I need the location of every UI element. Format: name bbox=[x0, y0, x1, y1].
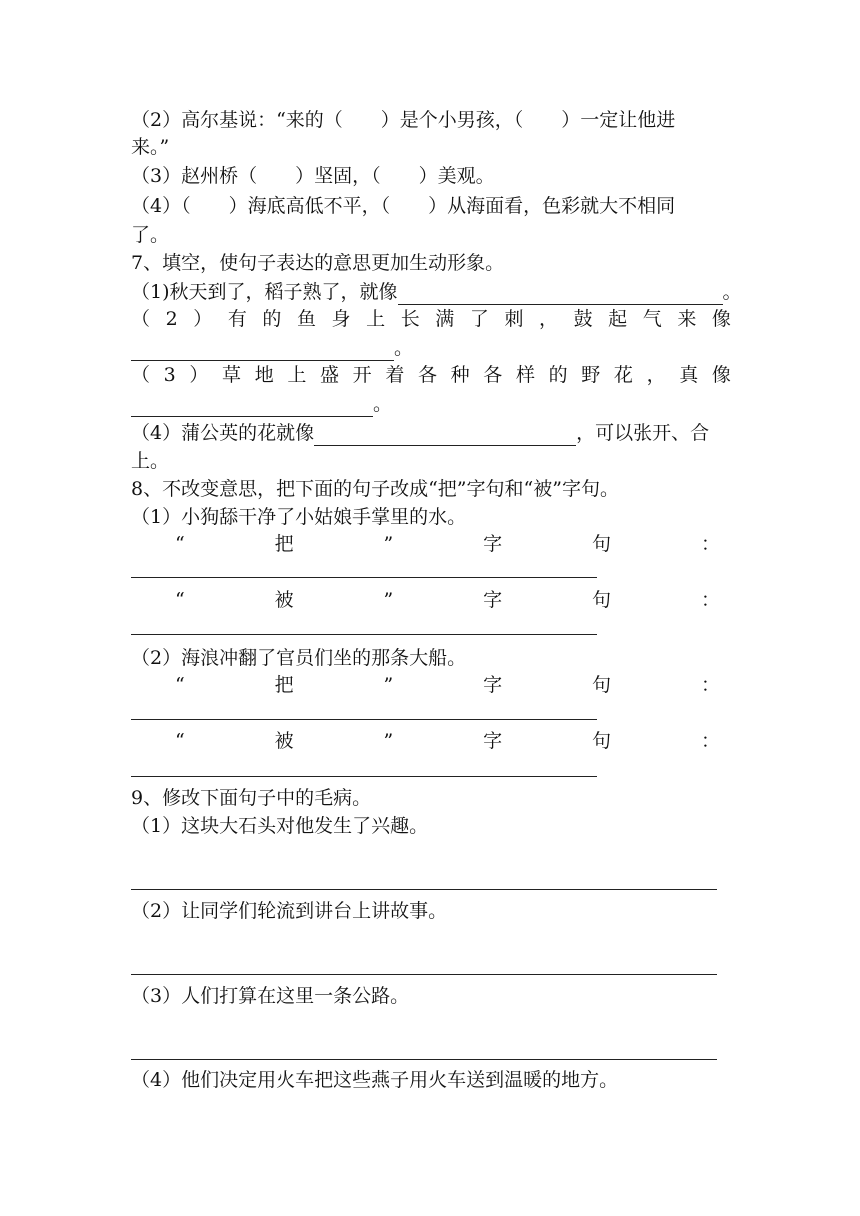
q7-item4-line2: 上。 bbox=[131, 450, 170, 472]
q6-item4-line1: （4）（ ）海底高低不平，（ ）从海面看，色彩就大不相同 bbox=[131, 195, 676, 217]
q7-item3-char: 上 bbox=[287, 364, 307, 386]
q7-item4-prefix: （4）蒲公英的花就像 bbox=[131, 422, 315, 444]
q8-item2: （2）海浪冲翻了官员们坐的那条大船。 bbox=[131, 647, 467, 669]
q8-ba-char: 把 bbox=[274, 674, 294, 696]
q8-ba-char: “ bbox=[175, 533, 185, 555]
q7-item3-char: 地 bbox=[254, 364, 274, 386]
q8-ba-char: 字 bbox=[483, 533, 503, 555]
q7-item3-char: 各 bbox=[417, 364, 437, 386]
q7-item3-line1 bbox=[131, 362, 731, 388]
q7-item4-blank[interactable] bbox=[314, 425, 576, 446]
q7-item2-char: 了 bbox=[469, 308, 489, 330]
q7-item3-char: 盛 bbox=[320, 364, 340, 386]
q7-item3-char: （ bbox=[131, 364, 151, 386]
q8-bei-char: 字 bbox=[483, 589, 503, 611]
q7-item3-char: 像 bbox=[711, 364, 731, 386]
q7-item2-char: 刺 bbox=[504, 308, 524, 330]
q7-item3-char: 着 bbox=[385, 364, 405, 386]
q9-item1-answer-line[interactable] bbox=[131, 889, 717, 890]
q7-item2-char: 的 bbox=[262, 308, 282, 330]
q8-bei-char: 被 bbox=[274, 730, 294, 752]
q7-item3-char: ） bbox=[189, 364, 209, 386]
q8-item1-ba-label bbox=[175, 531, 720, 557]
q8-item2-ba-label bbox=[175, 672, 720, 698]
q6-item2-line1: （2）高尔基说：“来的（ ）是个小男孩，（ ）一定让他进 bbox=[131, 109, 676, 131]
q8-bei-char: “ bbox=[175, 589, 185, 611]
q8-bei-char: 被 bbox=[274, 589, 294, 611]
q8-bei-char: ： bbox=[700, 589, 720, 611]
q7-item2-char: ， bbox=[539, 308, 559, 330]
q7-item2-char: 满 bbox=[435, 308, 455, 330]
q6-item2-line2: 来。” bbox=[131, 136, 170, 158]
q7-item1-suffix: 。 bbox=[722, 281, 742, 303]
q7-item3-char: 的 bbox=[548, 364, 568, 386]
q9-item3-answer-line[interactable] bbox=[131, 1059, 717, 1060]
q7-item2-blank[interactable] bbox=[131, 340, 394, 361]
q7-item2-line1 bbox=[131, 306, 731, 332]
q7-item3-char: 各 bbox=[483, 364, 503, 386]
q6-item3: （3）赵州桥（ ）坚固，（ ）美观。 bbox=[131, 165, 495, 187]
q8-item1: （1）小狗舔干净了小姑娘手掌里的水。 bbox=[131, 506, 467, 528]
q8-ba-char: 句 bbox=[592, 674, 612, 696]
q8-title: 8、不改变意思，把下面的句子改成“把”字句和“被”字句。 bbox=[131, 478, 619, 500]
q7-item2-char: （ bbox=[131, 308, 151, 330]
q7-item2-char: 鼓 bbox=[573, 308, 593, 330]
q7-item1-blank[interactable] bbox=[398, 284, 723, 305]
q7-item1 bbox=[131, 279, 742, 305]
q7-item3-char: 野 bbox=[581, 364, 601, 386]
q8-bei-char: ” bbox=[383, 730, 394, 752]
q7-item2-line2 bbox=[131, 335, 731, 361]
q8-ba-char: 字 bbox=[483, 674, 503, 696]
q8-ba-char: 句 bbox=[592, 533, 612, 555]
q9-item4: （4）他们决定用火车把这些燕子用火车送到温暖的地方。 bbox=[131, 1069, 619, 1091]
q7-item2-char: 像 bbox=[711, 308, 731, 330]
q8-item1-bei-label bbox=[175, 587, 720, 613]
q7-item2-char: 起 bbox=[608, 308, 628, 330]
q8-bei-char: 句 bbox=[592, 730, 612, 752]
q7-title: 7、填空，使句子表达的意思更加生动形象。 bbox=[131, 252, 505, 274]
q8-bei-char: ” bbox=[383, 589, 394, 611]
q7-item2-char: 来 bbox=[677, 308, 697, 330]
q7-item4-suffix: ，可以张开、合 bbox=[576, 422, 710, 444]
q9-item2-answer-line[interactable] bbox=[131, 974, 717, 975]
q8-bei-char: “ bbox=[175, 730, 185, 752]
q7-item4-line1 bbox=[131, 420, 731, 446]
q9-title: 9、修改下面句子中的毛病。 bbox=[131, 787, 372, 809]
q8-ba-char: 把 bbox=[274, 533, 294, 555]
q7-item3-char: 开 bbox=[352, 364, 372, 386]
q7-item3-blank[interactable] bbox=[131, 396, 373, 417]
q7-item2-char: 有 bbox=[227, 308, 247, 330]
q8-item2-bei-answer-line[interactable] bbox=[131, 776, 597, 777]
q7-item3-char: 3 bbox=[163, 364, 176, 386]
q7-item3-char: 花 bbox=[613, 364, 633, 386]
q7-item3-char: 真 bbox=[679, 364, 699, 386]
q8-item1-ba-answer-line[interactable] bbox=[131, 577, 597, 578]
q7-item2-end: 。 bbox=[394, 337, 414, 359]
q7-item2-char: ） bbox=[193, 308, 213, 330]
q7-item3-char: ， bbox=[646, 364, 666, 386]
q9-item3: （3）人们打算在这里一条公路。 bbox=[131, 985, 410, 1007]
q8-ba-char: ： bbox=[700, 674, 720, 696]
q6-item4-line2: 了。 bbox=[131, 224, 170, 246]
q7-item3-line2 bbox=[131, 391, 731, 417]
q7-item3-char: 种 bbox=[450, 364, 470, 386]
q9-item2: （2）让同学们轮流到讲台上讲故事。 bbox=[131, 900, 448, 922]
q7-item3-char: 草 bbox=[222, 364, 242, 386]
q8-bei-char: ： bbox=[700, 730, 720, 752]
q7-item1-prefix: （1)秋天到了，稻子熟了，就像 bbox=[131, 281, 398, 303]
q8-bei-char: 字 bbox=[483, 730, 503, 752]
q7-item2-char: 鱼 bbox=[296, 308, 316, 330]
q8-ba-char: ： bbox=[700, 533, 720, 555]
q7-item3-end: 。 bbox=[373, 393, 393, 415]
q7-item3-char: 样 bbox=[515, 364, 535, 386]
q7-item2-char: 2 bbox=[165, 308, 178, 330]
q9-item1: （1）这块大石头对他发生了兴趣。 bbox=[131, 815, 429, 837]
q8-ba-char: ” bbox=[383, 674, 394, 696]
q7-item2-char: 长 bbox=[400, 308, 420, 330]
q8-item2-ba-answer-line[interactable] bbox=[131, 719, 597, 720]
q8-item1-bei-answer-line[interactable] bbox=[131, 634, 597, 635]
q7-item2-char: 身 bbox=[331, 308, 351, 330]
q8-ba-char: “ bbox=[175, 674, 185, 696]
q8-item2-bei-label bbox=[175, 728, 720, 754]
q7-item2-char: 上 bbox=[366, 308, 386, 330]
q8-bei-char: 句 bbox=[592, 589, 612, 611]
q8-ba-char: ” bbox=[383, 533, 394, 555]
q7-item2-char: 气 bbox=[642, 308, 662, 330]
